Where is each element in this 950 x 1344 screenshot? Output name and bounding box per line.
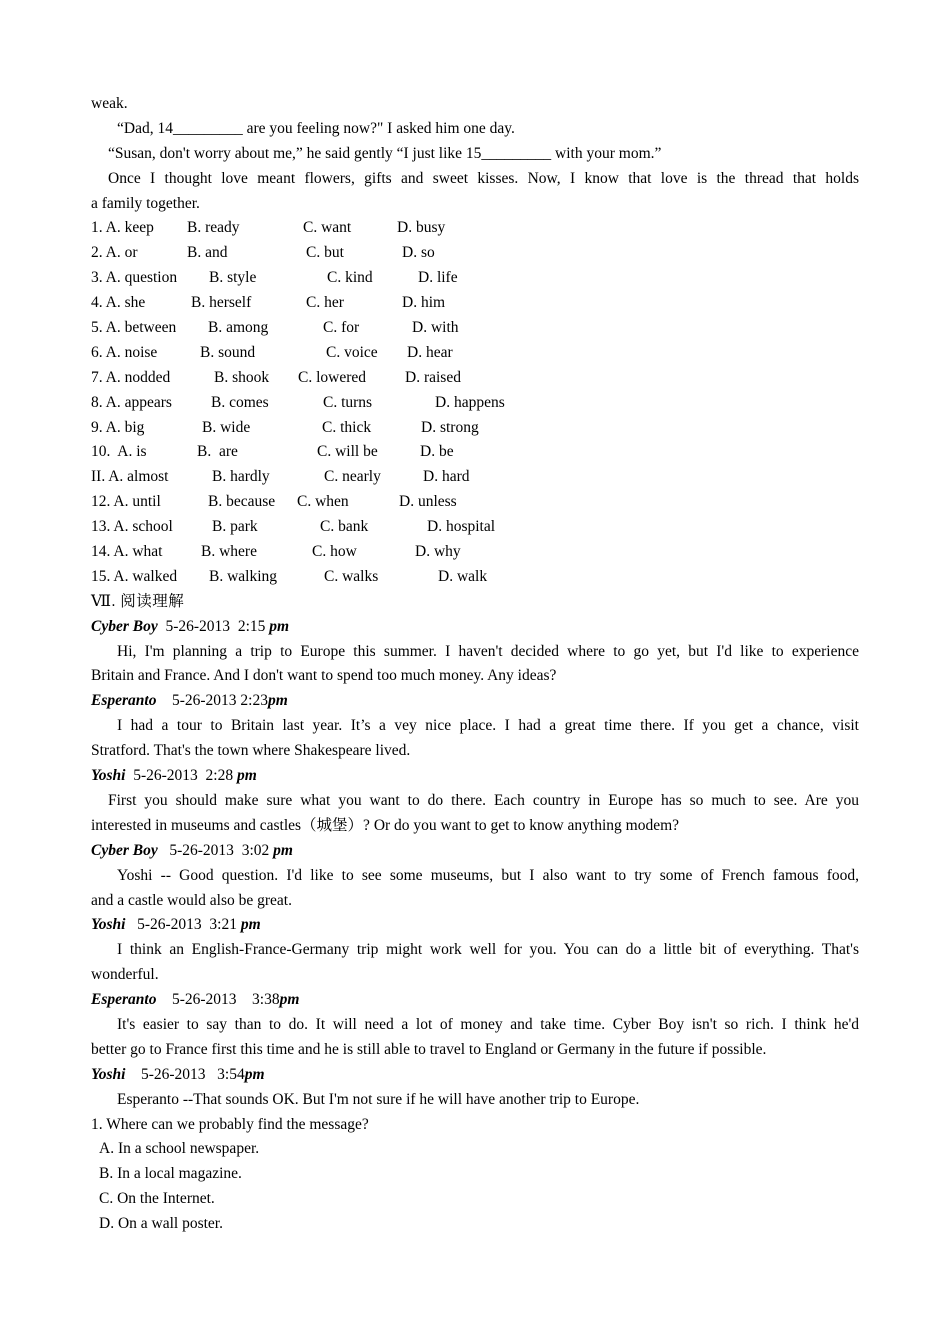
option-row	[91, 266, 859, 291]
option-a: 1. A. keep	[91, 219, 154, 237]
option-row	[91, 515, 859, 540]
option-a: 13. A. school	[91, 518, 173, 536]
post-ampm: pm	[236, 767, 257, 785]
option-b: B. among	[208, 319, 269, 337]
passage-line: a family together.	[91, 194, 200, 212]
option-a: 3. A. question	[91, 269, 178, 287]
option-a: 12. A. until	[91, 493, 161, 511]
post-line: It's easier to say than to do. It will need a lot of money and take time. Cyber Boy isn't so rich. I think he'd	[117, 1015, 859, 1033]
option-a: 2. A. or	[91, 244, 138, 262]
post-line: Britain and France. And I don't want to spend too much money. Any ideas?	[91, 667, 557, 685]
forum-thread	[91, 615, 859, 1113]
option-c: C. for	[323, 319, 360, 337]
option-d: D. hear	[407, 343, 453, 361]
post-author: Yoshi	[91, 1065, 126, 1083]
post-time: 2:15	[237, 617, 266, 635]
option-row	[91, 241, 859, 266]
option-b: B. sound	[200, 343, 256, 361]
choice-a: A. In a school newspaper.	[99, 1140, 260, 1158]
option-row	[91, 440, 859, 465]
option-c: C. turns	[323, 393, 373, 411]
option-b: B. walking	[209, 567, 278, 585]
options-list	[91, 216, 859, 589]
post-ampm: pm	[273, 841, 293, 859]
question-block	[91, 1113, 859, 1237]
option-b: B. wide	[202, 418, 251, 436]
post-line: Hi, I'm planning a trip to Europe this summer. I haven't decided where to go yet, but I'd like to experience	[117, 642, 859, 660]
post-line: Stratford. That's the town where Shakespeare lived.	[91, 742, 411, 760]
option-row	[91, 391, 859, 416]
option-d: D. so	[402, 244, 435, 262]
option-a: 14. A. what	[91, 543, 163, 561]
option-c: C. bank	[320, 518, 369, 536]
option-b: B. ready	[187, 219, 240, 237]
post-time: 3:21	[209, 916, 237, 934]
post-date: 5-26-2013	[137, 916, 202, 934]
post-ampm: pm	[269, 617, 290, 635]
option-row	[91, 416, 859, 441]
option-row	[91, 316, 859, 341]
post-ampm: pm	[279, 991, 300, 1009]
post-header	[91, 1063, 859, 1088]
post-author: Cyber Boy	[91, 617, 158, 635]
option-c: C. but	[306, 244, 344, 262]
option-d: D. be	[420, 443, 454, 461]
option-row	[91, 490, 859, 515]
option-b: B. are	[197, 443, 238, 461]
post-author: Yoshi	[91, 767, 126, 785]
option-c: C. her	[306, 294, 344, 312]
post-ampm: pm	[240, 916, 261, 934]
option-d: D. hospital	[427, 518, 496, 536]
option-d: D. him	[402, 294, 446, 312]
document-page	[91, 92, 859, 1237]
option-row	[91, 216, 859, 241]
post-time: 3:02	[241, 841, 270, 859]
option-c: C. when	[297, 493, 349, 511]
option-c: C. will be	[317, 443, 378, 461]
post-ampm: pm	[267, 692, 288, 710]
post-line: I think an English-France-Germany trip might work well for you. You can do a little bit of everything. That's	[117, 941, 859, 959]
option-c: C. kind	[327, 269, 373, 287]
post-date: 5-26-2013	[171, 991, 237, 1009]
option-a: 8. A. appears	[91, 393, 172, 411]
post-author: Cyber Boy	[91, 841, 158, 859]
post-date: 5-26-2013	[133, 767, 198, 785]
option-b: B. where	[201, 543, 257, 561]
option-c: C. walks	[324, 567, 379, 585]
option-b: B. and	[187, 244, 228, 262]
post-line: and a castle would also be great.	[91, 891, 292, 909]
post-ampm: pm	[244, 1065, 265, 1083]
option-d: D. walk	[438, 567, 488, 585]
question-stem: 1. Where can we probably find the message?	[91, 1115, 369, 1133]
passage-line: “Dad, 14_________ are you feeling now?" I asked him one day.	[117, 119, 515, 137]
option-row	[91, 366, 859, 391]
post-line: interested in museums and castles（城堡）? Or do you want to get to know anything modem?	[91, 816, 680, 834]
option-b: B. herself	[191, 294, 252, 312]
choice-c: C. On the Internet.	[99, 1190, 215, 1208]
choice-d: D. On a wall poster.	[99, 1215, 223, 1233]
passage-line: Once I thought love meant flowers, gifts and sweet kisses. Now, I know that love is the thread that holds	[108, 169, 859, 187]
post-line: better go to France first this time and he is still able to travel to England or Germany in the future if possible.	[91, 1040, 767, 1058]
option-b: B. comes	[211, 393, 269, 411]
post-date: 5-26-2013	[171, 692, 237, 710]
option-row	[91, 291, 859, 316]
post-header	[91, 764, 859, 789]
option-row	[91, 565, 859, 590]
option-d: D. happens	[435, 393, 505, 411]
post-date: 5-26-2013	[165, 617, 231, 635]
post-header	[91, 913, 859, 938]
post-line: I had a tour to Britain last year. It’s a vey nice place. I had a great time there. If you get a chance, visit	[117, 717, 859, 735]
option-d: D. strong	[421, 418, 479, 436]
option-d: D. life	[418, 269, 458, 287]
option-c: C. nearly	[324, 468, 381, 486]
post-date: 5-26-2013	[140, 1065, 206, 1083]
option-d: D. why	[415, 543, 461, 561]
option-b: B. because	[208, 493, 276, 511]
post-date: 5-26-2013	[169, 841, 234, 859]
passage-line: “Susan, don't worry about me,” he said gently “I just like 15_________ with your mom.”	[108, 144, 662, 162]
option-b: B. shook	[214, 368, 270, 386]
option-a: 9. A. big	[91, 418, 145, 436]
option-c: C. voice	[326, 343, 378, 361]
option-b: B. style	[209, 269, 257, 287]
option-a: 7. A. nodded	[91, 368, 171, 386]
option-row	[91, 341, 859, 366]
option-a: II. A. almost	[91, 468, 169, 486]
post-author: Esperanto	[91, 991, 157, 1009]
post-header	[91, 689, 859, 714]
post-line: wonderful.	[91, 966, 159, 984]
post-time: 3:54	[217, 1065, 245, 1083]
option-d: D. unless	[399, 493, 457, 511]
option-c: C. lowered	[298, 368, 367, 386]
post-header	[91, 988, 859, 1013]
passage-line: weak.	[91, 95, 128, 112]
option-row	[91, 465, 859, 490]
option-a: 10. A. is	[91, 443, 147, 461]
option-a: 15. A. walked	[91, 567, 178, 585]
post-header	[91, 615, 859, 640]
option-d: D. with	[412, 319, 459, 337]
post-line: First you should make sure what you want to do there. Each country in Europe has so much to see. Are you	[108, 791, 859, 809]
post-time: 3:38	[252, 991, 280, 1009]
option-a: 4. A. she	[91, 294, 146, 312]
option-c: C. how	[312, 543, 357, 561]
post-time: 2:23	[240, 692, 268, 710]
post-line: Esperanto --That sounds OK. But I'm not sure if he will have another trip to Europe.	[117, 1090, 640, 1108]
option-a: 6. A. noise	[91, 343, 158, 361]
option-row	[91, 540, 859, 565]
option-d: D. hard	[423, 468, 470, 486]
section-title: Ⅶ. 阅读理解	[91, 592, 185, 610]
option-c: C. want	[303, 219, 352, 237]
post-header	[91, 839, 859, 864]
post-time: 2:28	[205, 767, 234, 785]
option-d: D. busy	[397, 219, 446, 237]
post-line: Yoshi -- Good question. I'd like to see some museums, but I also want to try some of French famous food,	[117, 866, 859, 884]
option-d: D. raised	[405, 368, 461, 386]
option-b: B. park	[212, 518, 258, 536]
choice-b: B. In a local magazine.	[99, 1165, 242, 1183]
option-c: C. thick	[322, 418, 372, 436]
post-author: Esperanto	[91, 692, 157, 710]
option-a: 5. A. between	[91, 319, 177, 337]
option-b: B. hardly	[212, 468, 270, 486]
post-author: Yoshi	[91, 916, 126, 934]
